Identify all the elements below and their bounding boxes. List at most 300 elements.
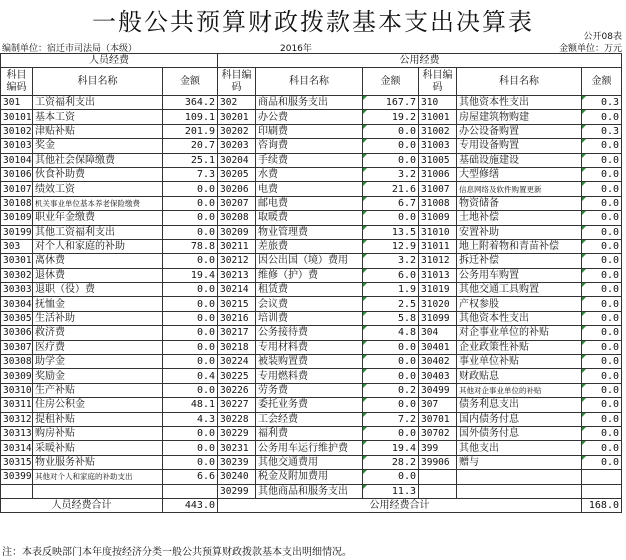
cell-code: 31008 bbox=[419, 196, 457, 210]
cell-amount: 1.9 bbox=[363, 283, 419, 297]
table-row bbox=[1, 225, 622, 239]
cell-name: 房屋建筑物购建 bbox=[457, 110, 582, 124]
cell-code: 30217 bbox=[218, 326, 256, 340]
cell-name: 咨询费 bbox=[256, 139, 363, 153]
cell-amount: 7.3 bbox=[163, 167, 218, 181]
cell-amount: 0.0 bbox=[582, 139, 622, 153]
cell-name: 物业管理费 bbox=[256, 225, 363, 239]
cell-code: 31007 bbox=[419, 182, 457, 196]
cell-amount: 0.0 bbox=[163, 196, 218, 210]
cell-name: 商品和服务支出 bbox=[256, 96, 363, 110]
cell-name: 土地补偿 bbox=[457, 211, 582, 225]
cell-amount: 0.0 bbox=[163, 441, 218, 455]
personnel-header: 人员经费 bbox=[1, 54, 218, 68]
cell-code: 30314 bbox=[1, 441, 33, 455]
cell-amount: 201.9 bbox=[163, 124, 218, 138]
cell-name: 其他交通费用 bbox=[256, 455, 363, 469]
cell-name: 奖金 bbox=[33, 139, 163, 153]
table-row bbox=[1, 182, 622, 196]
cell-name: 地上附着物和青苗补偿 bbox=[457, 239, 582, 253]
cell-name: 专用材料费 bbox=[256, 340, 363, 354]
cell-name: 大型修缮 bbox=[457, 167, 582, 181]
form-code: 公开08表 bbox=[583, 32, 622, 42]
cell-amount: 0.0 bbox=[582, 110, 622, 124]
cell-amount: 13.5 bbox=[363, 225, 419, 239]
table-row bbox=[1, 484, 622, 498]
cell-amount: 0.4 bbox=[163, 369, 218, 383]
cell-name bbox=[457, 470, 582, 484]
cell-name: 税金及附加费用 bbox=[256, 470, 363, 484]
cell-code: 30224 bbox=[218, 355, 256, 369]
cell-amount: 19.2 bbox=[363, 110, 419, 124]
cell-code: 31099 bbox=[419, 311, 457, 325]
cell-code: 30213 bbox=[218, 268, 256, 282]
cell-amount bbox=[582, 470, 622, 484]
cell-amount: 0.0 bbox=[582, 153, 622, 167]
cell-amount: 0.0 bbox=[363, 211, 419, 225]
cell-amount: 0.0 bbox=[163, 355, 218, 369]
cell-code: 30301 bbox=[1, 254, 33, 268]
cell-code bbox=[419, 484, 457, 498]
cell-amount: 0.0 bbox=[163, 283, 218, 297]
cell-code: 30209 bbox=[218, 225, 256, 239]
cell-name: 取暖费 bbox=[256, 211, 363, 225]
expenditure-table bbox=[0, 53, 622, 513]
cell-code: 30702 bbox=[419, 426, 457, 440]
cell-code: 30109 bbox=[1, 211, 33, 225]
cell-name: 办公费 bbox=[256, 110, 363, 124]
cell-amount: 0.0 bbox=[163, 326, 218, 340]
cell-name: 国外债务付息 bbox=[457, 426, 582, 440]
cell-code: 30240 bbox=[218, 470, 256, 484]
cell-code: 30104 bbox=[1, 153, 33, 167]
cell-name: 专用设备购置 bbox=[457, 139, 582, 153]
footnote: 注：本表反映部门本年度按经济分类一般公共预算财政拨款基本支出明细情况。 bbox=[2, 547, 352, 558]
cell-code: 30307 bbox=[1, 340, 33, 354]
table-row bbox=[1, 167, 622, 181]
cell-amount: 6.0 bbox=[363, 268, 419, 282]
cell-amount: 0.0 bbox=[582, 297, 622, 311]
cell-code: 30299 bbox=[218, 484, 256, 498]
cell-name: 水费 bbox=[256, 167, 363, 181]
table-row bbox=[1, 297, 622, 311]
cell-code: 30306 bbox=[1, 326, 33, 340]
cell-code: 304 bbox=[419, 326, 457, 340]
cell-name: 信息网络及软件购置更新 bbox=[457, 182, 582, 196]
cell-amount: 0.0 bbox=[582, 167, 622, 181]
table-row bbox=[1, 110, 622, 124]
cell-name: 生活补助 bbox=[33, 311, 163, 325]
public-header: 公用经费 bbox=[218, 54, 622, 68]
cell-amount: 0.0 bbox=[582, 196, 622, 210]
cell-amount: 4.8 bbox=[363, 326, 419, 340]
cell-name: 债务利息支出 bbox=[457, 398, 582, 412]
cell-code: 30212 bbox=[218, 254, 256, 268]
cell-amount: 3.2 bbox=[363, 254, 419, 268]
cell-code: 30106 bbox=[1, 167, 33, 181]
cell-code: 31002 bbox=[419, 124, 457, 138]
cell-amount: 0.0 bbox=[363, 153, 419, 167]
cell-amount: 167.7 bbox=[363, 96, 419, 110]
cell-code: 30199 bbox=[1, 225, 33, 239]
cell-code: 30309 bbox=[1, 369, 33, 383]
cell-amount: 0.0 bbox=[163, 311, 218, 325]
cell-name: 其他工资福利支出 bbox=[33, 225, 163, 239]
cell-code: 31005 bbox=[419, 153, 457, 167]
col-header-code: 科目编码 bbox=[218, 68, 256, 96]
cell-amount: 0.0 bbox=[582, 455, 622, 469]
cell-code: 303 bbox=[1, 239, 33, 253]
table-row bbox=[1, 398, 622, 412]
report-title: 一般公共预算财政拨款基本支出决算表 bbox=[92, 8, 534, 36]
cell-amount: 19.4 bbox=[363, 441, 419, 455]
cell-name: 拆迁补偿 bbox=[457, 254, 582, 268]
cell-amount: 19.4 bbox=[163, 268, 218, 282]
col-header-amount: 金额 bbox=[582, 68, 622, 96]
cell-name: 赠与 bbox=[457, 455, 582, 469]
col-header-name: 科目名称 bbox=[457, 68, 582, 96]
cell-name: 医疗费 bbox=[33, 340, 163, 354]
table-row bbox=[1, 441, 622, 455]
cell-code bbox=[1, 484, 33, 498]
table-row bbox=[1, 455, 622, 469]
cell-name: 手续费 bbox=[256, 153, 363, 167]
cell-name: 办公设备购置 bbox=[457, 124, 582, 138]
cell-amount: 0.0 bbox=[582, 239, 622, 253]
table-row bbox=[1, 268, 622, 282]
cell-name: 其他对企事业单位的补贴 bbox=[457, 383, 582, 397]
cell-name: 基础设施建设 bbox=[457, 153, 582, 167]
cell-name: 会议费 bbox=[256, 297, 363, 311]
cell-code: 30402 bbox=[419, 355, 457, 369]
cell-amount: 0.0 bbox=[363, 398, 419, 412]
cell-code: 31009 bbox=[419, 211, 457, 225]
cell-code: 31020 bbox=[419, 297, 457, 311]
cell-amount: 12.9 bbox=[363, 239, 419, 253]
cell-code: 30303 bbox=[1, 283, 33, 297]
table-row bbox=[1, 283, 622, 297]
cell-amount: 0.0 bbox=[363, 139, 419, 153]
cell-amount: 0.0 bbox=[163, 426, 218, 440]
cell-code: 30225 bbox=[218, 369, 256, 383]
cell-code: 30313 bbox=[1, 426, 33, 440]
cell-name: 退休费 bbox=[33, 268, 163, 282]
col-header-name: 科目名称 bbox=[256, 68, 363, 96]
cell-code: 30302 bbox=[1, 268, 33, 282]
cell-amount: 0.0 bbox=[163, 182, 218, 196]
cell-name: 福利费 bbox=[256, 426, 363, 440]
col-header-amount: 金额 bbox=[163, 68, 218, 96]
cell-code: 30310 bbox=[1, 383, 33, 397]
cell-amount: 364.2 bbox=[163, 96, 218, 110]
cell-amount: 0.0 bbox=[163, 340, 218, 354]
table-row bbox=[1, 383, 622, 397]
cell-name: 抚恤金 bbox=[33, 297, 163, 311]
cell-name: 其他支出 bbox=[457, 441, 582, 455]
cell-code: 31003 bbox=[419, 139, 457, 153]
public-total-value: 168.0 bbox=[582, 498, 622, 512]
cell-code: 30103 bbox=[1, 139, 33, 153]
cell-code: 30403 bbox=[419, 369, 457, 383]
cell-code: 30304 bbox=[1, 297, 33, 311]
cell-amount: 0.2 bbox=[363, 383, 419, 397]
cell-code: 31010 bbox=[419, 225, 457, 239]
cell-name: 产权参股 bbox=[457, 297, 582, 311]
cell-code: 30227 bbox=[218, 398, 256, 412]
cell-amount: 0.0 bbox=[582, 182, 622, 196]
table-row bbox=[1, 139, 622, 153]
cell-amount: 0.0 bbox=[363, 124, 419, 138]
cell-name: 印刷费 bbox=[256, 124, 363, 138]
reporting-unit: 编制单位：宿迁市司法局（本级） bbox=[2, 44, 138, 54]
cell-name: 劳务费 bbox=[256, 383, 363, 397]
cell-code: 30226 bbox=[218, 383, 256, 397]
cell-amount: 0.0 bbox=[363, 426, 419, 440]
cell-code: 30399 bbox=[1, 470, 33, 484]
cell-name: 因公出国（境）费用 bbox=[256, 254, 363, 268]
cell-name: 专用燃料费 bbox=[256, 369, 363, 383]
table-row bbox=[1, 412, 622, 426]
cell-amount: 0.0 bbox=[163, 211, 218, 225]
cell-amount: 0.0 bbox=[163, 297, 218, 311]
table-row bbox=[1, 311, 622, 325]
cell-amount: 0.0 bbox=[582, 283, 622, 297]
cell-amount: 0.0 bbox=[163, 383, 218, 397]
cell-name: 住房公积金 bbox=[33, 398, 163, 412]
cell-amount: 0.0 bbox=[363, 470, 419, 484]
cell-code: 31012 bbox=[419, 254, 457, 268]
cell-code: 30214 bbox=[218, 283, 256, 297]
cell-name: 租赁费 bbox=[256, 283, 363, 297]
cell-code: 30107 bbox=[1, 182, 33, 196]
cell-amount: 0.0 bbox=[582, 441, 622, 455]
cell-code: 31013 bbox=[419, 268, 457, 282]
cell-name: 生产补贴 bbox=[33, 383, 163, 397]
col-header-amount: 金额 bbox=[363, 68, 419, 96]
cell-amount: 0.0 bbox=[363, 369, 419, 383]
cell-amount: 6.7 bbox=[363, 196, 419, 210]
cell-amount: 0.0 bbox=[582, 254, 622, 268]
cell-code: 30239 bbox=[218, 455, 256, 469]
cell-amount: 0.0 bbox=[582, 311, 622, 325]
table-row bbox=[1, 326, 622, 340]
cell-code: 301 bbox=[1, 96, 33, 110]
cell-amount: 0.0 bbox=[363, 355, 419, 369]
cell-name: 其他商品和服务支出 bbox=[256, 484, 363, 498]
cell-amount: 0.0 bbox=[582, 426, 622, 440]
cell-name: 其他社会保障缴费 bbox=[33, 153, 163, 167]
cell-name: 离休费 bbox=[33, 254, 163, 268]
cell-amount: 109.1 bbox=[163, 110, 218, 124]
cell-name: 救济费 bbox=[33, 326, 163, 340]
cell-name: 其他资本性支出 bbox=[457, 96, 582, 110]
cell-code: 310 bbox=[419, 96, 457, 110]
cell-code: 30229 bbox=[218, 426, 256, 440]
cell-code: 30315 bbox=[1, 455, 33, 469]
cell-name: 公务用车运行维护费 bbox=[256, 441, 363, 455]
table-row bbox=[1, 124, 622, 138]
cell-code: 30218 bbox=[218, 340, 256, 354]
cell-name: 国内债务付息 bbox=[457, 412, 582, 426]
cell-name: 物业服务补贴 bbox=[33, 455, 163, 469]
table-row bbox=[1, 369, 622, 383]
table-row bbox=[1, 96, 622, 110]
cell-name: 维修（护）费 bbox=[256, 268, 363, 282]
cell-name: 津贴补贴 bbox=[33, 124, 163, 138]
cell-name: 事业单位补贴 bbox=[457, 355, 582, 369]
cell-name: 伙食补助费 bbox=[33, 167, 163, 181]
cell-name: 提租补贴 bbox=[33, 412, 163, 426]
cell-amount: 3.2 bbox=[363, 167, 419, 181]
table-row bbox=[1, 196, 622, 210]
cell-code: 30401 bbox=[419, 340, 457, 354]
table-row bbox=[1, 254, 622, 268]
cell-name: 安置补助 bbox=[457, 225, 582, 239]
cell-code: 30205 bbox=[218, 167, 256, 181]
cell-amount: 5.8 bbox=[363, 311, 419, 325]
table-row bbox=[1, 340, 622, 354]
cell-code: 31006 bbox=[419, 167, 457, 181]
col-header-code: 科目编码 bbox=[419, 68, 457, 96]
cell-name bbox=[33, 484, 163, 498]
cell-name: 职业年金缴费 bbox=[33, 211, 163, 225]
cell-code: 30308 bbox=[1, 355, 33, 369]
cell-name: 邮电费 bbox=[256, 196, 363, 210]
cell-amount: 0.0 bbox=[582, 383, 622, 397]
cell-code: 302 bbox=[218, 96, 256, 110]
cell-amount: 0.0 bbox=[582, 398, 622, 412]
cell-code: 30215 bbox=[218, 297, 256, 311]
cell-amount: 48.1 bbox=[163, 398, 218, 412]
cell-code: 399 bbox=[419, 441, 457, 455]
cell-code: 31019 bbox=[419, 283, 457, 297]
table-row bbox=[1, 153, 622, 167]
public-total-label: 公用经费合计 bbox=[218, 498, 582, 512]
table-row bbox=[1, 239, 622, 253]
cell-name: 其他对个人和家庭的补助支出 bbox=[33, 470, 163, 484]
cell-code: 30701 bbox=[419, 412, 457, 426]
cell-code bbox=[419, 470, 457, 484]
cell-name: 基本工资 bbox=[33, 110, 163, 124]
cell-name: 工会经费 bbox=[256, 412, 363, 426]
cell-name: 购房补贴 bbox=[33, 426, 163, 440]
cell-amount: 6.6 bbox=[163, 470, 218, 484]
cell-amount: 0.0 bbox=[582, 211, 622, 225]
cell-code: 31001 bbox=[419, 110, 457, 124]
col-header-code: 科目编码 bbox=[1, 68, 33, 96]
cell-code: 30206 bbox=[218, 182, 256, 196]
cell-amount: 0.0 bbox=[582, 326, 622, 340]
cell-amount: 28.2 bbox=[363, 455, 419, 469]
cell-code: 307 bbox=[419, 398, 457, 412]
cell-name: 企业政策性补贴 bbox=[457, 340, 582, 354]
cell-amount: 11.3 bbox=[363, 484, 419, 498]
cell-amount: 4.3 bbox=[163, 412, 218, 426]
cell-name: 对企事业单位的补贴 bbox=[457, 326, 582, 340]
personnel-total-label: 人员经费合计 bbox=[1, 498, 163, 512]
cell-name: 工资福利支出 bbox=[33, 96, 163, 110]
cell-amount: 2.5 bbox=[363, 297, 419, 311]
cell-code: 30101 bbox=[1, 110, 33, 124]
cell-amount: 0.3 bbox=[582, 124, 622, 138]
cell-amount: 0.0 bbox=[582, 355, 622, 369]
cell-code: 30102 bbox=[1, 124, 33, 138]
cell-name: 差旅费 bbox=[256, 239, 363, 253]
cell-name: 奖励金 bbox=[33, 369, 163, 383]
cell-code: 30211 bbox=[218, 239, 256, 253]
cell-code: 30228 bbox=[218, 412, 256, 426]
header-row-groups bbox=[1, 54, 622, 68]
cell-code: 30204 bbox=[218, 153, 256, 167]
cell-amount: 7.2 bbox=[363, 412, 419, 426]
cell-code: 30202 bbox=[218, 124, 256, 138]
cell-amount: 0.0 bbox=[582, 225, 622, 239]
cell-name: 公务用车购置 bbox=[457, 268, 582, 282]
cell-code: 30108 bbox=[1, 196, 33, 210]
cell-code: 30207 bbox=[218, 196, 256, 210]
cell-amount: 20.7 bbox=[163, 139, 218, 153]
cell-amount: 25.1 bbox=[163, 153, 218, 167]
cell-name: 对个人和家庭的补助 bbox=[33, 239, 163, 253]
cell-name: 退职（役）费 bbox=[33, 283, 163, 297]
cell-name: 其他交通工具购置 bbox=[457, 283, 582, 297]
report-year: 2016年 bbox=[280, 44, 312, 54]
personnel-total-value: 443.0 bbox=[163, 498, 218, 512]
cell-amount: 0.0 bbox=[582, 340, 622, 354]
cell-name: 其他资本性支出 bbox=[457, 311, 582, 325]
cell-name bbox=[457, 484, 582, 498]
table-row bbox=[1, 470, 622, 484]
cell-name: 公务接待费 bbox=[256, 326, 363, 340]
table-row bbox=[1, 355, 622, 369]
cell-code: 30201 bbox=[218, 110, 256, 124]
cell-name: 电费 bbox=[256, 182, 363, 196]
table-row bbox=[1, 426, 622, 440]
cell-code: 30499 bbox=[419, 383, 457, 397]
header-row-columns bbox=[1, 68, 622, 96]
cell-amount bbox=[163, 484, 218, 498]
totals-row bbox=[1, 498, 622, 512]
cell-amount: 0.0 bbox=[163, 455, 218, 469]
cell-name: 财政贴息 bbox=[457, 369, 582, 383]
col-header-name: 科目名称 bbox=[33, 68, 163, 96]
cell-code: 30208 bbox=[218, 211, 256, 225]
cell-amount: 21.6 bbox=[363, 182, 419, 196]
cell-name: 物资储备 bbox=[457, 196, 582, 210]
cell-name: 机关事业单位基本养老保险缴费 bbox=[33, 196, 163, 210]
cell-amount: 0.0 bbox=[582, 268, 622, 282]
cell-amount: 0.0 bbox=[582, 369, 622, 383]
cell-code: 30216 bbox=[218, 311, 256, 325]
cell-code: 30312 bbox=[1, 412, 33, 426]
cell-code: 39906 bbox=[419, 455, 457, 469]
cell-code: 30203 bbox=[218, 139, 256, 153]
cell-amount: 0.3 bbox=[582, 96, 622, 110]
cell-amount: 0.0 bbox=[163, 225, 218, 239]
cell-code: 30305 bbox=[1, 311, 33, 325]
cell-name: 委托业务费 bbox=[256, 398, 363, 412]
cell-code: 31011 bbox=[419, 239, 457, 253]
amount-unit: 金额单位：万元 bbox=[558, 44, 622, 54]
cell-amount bbox=[582, 484, 622, 498]
cell-name: 助学金 bbox=[33, 355, 163, 369]
cell-code: 30231 bbox=[218, 441, 256, 455]
cell-name: 培训费 bbox=[256, 311, 363, 325]
cell-amount: 78.8 bbox=[163, 239, 218, 253]
cell-amount: 0.0 bbox=[363, 340, 419, 354]
table-row bbox=[1, 211, 622, 225]
cell-amount: 0.0 bbox=[163, 254, 218, 268]
